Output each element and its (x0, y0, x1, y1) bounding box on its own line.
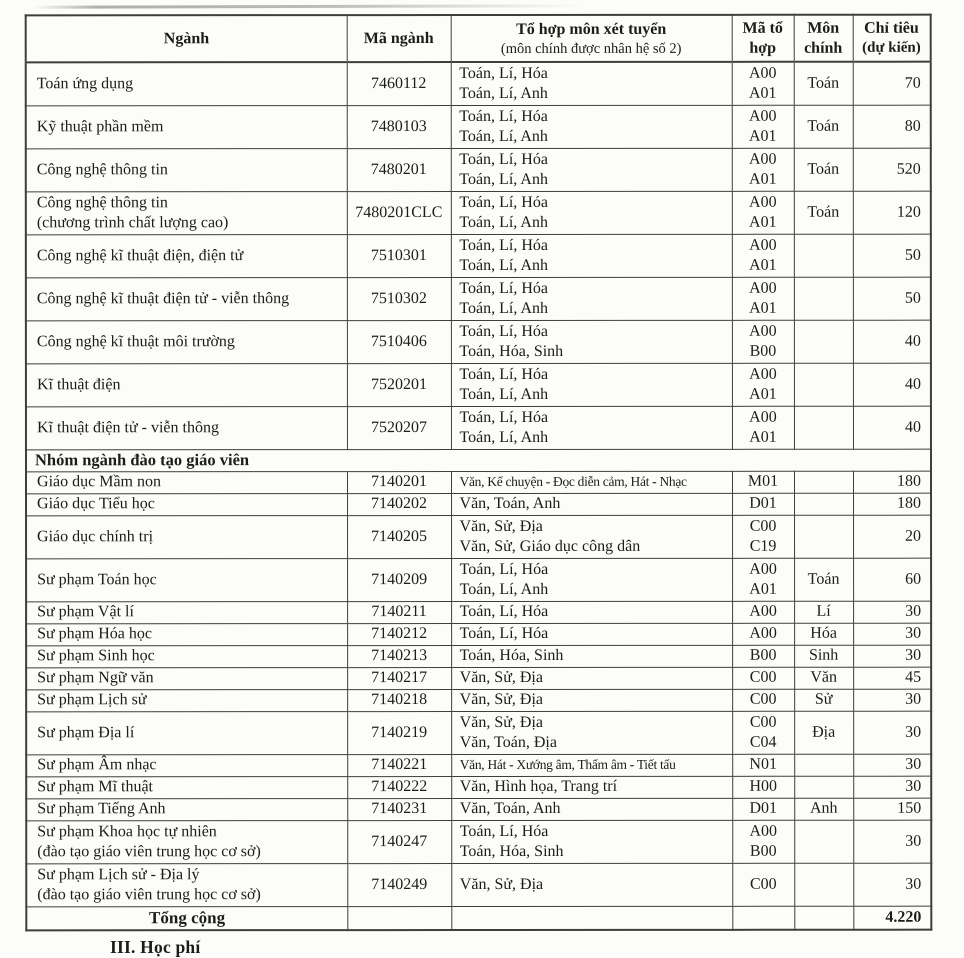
cell-major-code: 7140222 (347, 776, 451, 798)
major-name-line: Sư phạm Ngữ văn (37, 669, 154, 687)
cell-major-name (26, 234, 347, 277)
cell-main-subject: Hóa (794, 623, 853, 645)
cell-to-hop-empty (451, 906, 732, 930)
cell-combination-code (732, 320, 794, 363)
major-name-line: Công nghệ kĩ thuật điện tử - viễn thông (36, 289, 290, 307)
cell-major-code: 7140247 (347, 820, 451, 863)
cell-major-name (26, 558, 347, 601)
cell-quota: 30 (853, 623, 931, 645)
combination-code-line: C00 (749, 517, 777, 535)
cell-subject-combination (451, 62, 732, 105)
total-row (26, 906, 931, 931)
subject-combination-line: Toán, Lí, Hóa (459, 365, 549, 383)
combination-code-line: C04 (749, 733, 777, 751)
major-name-line: Sư phạm Âm nhạc (37, 756, 157, 774)
cell-major-name (26, 754, 347, 776)
cell-major-code: 7480201CLC (347, 191, 451, 234)
cell-quota: 30 (853, 689, 931, 711)
cell-combination-code (732, 645, 794, 667)
subject-combination-line: Toán, Lí, Hóa (459, 822, 549, 840)
cell-main-subject (794, 320, 853, 363)
section-header-label: Nhóm ngành đào tạo giáo viên (26, 449, 931, 472)
major-name-line: Sư phạm Khoa học tự nhiên (37, 822, 217, 840)
major-name-line: Công nghệ kĩ thuật môi trường (36, 332, 235, 350)
cell-main-subject: Anh (794, 798, 853, 820)
subject-combination-line: Toán, Lí, Anh (459, 170, 548, 188)
cell-major-name (26, 667, 347, 689)
table-row (26, 601, 931, 624)
table-row (26, 363, 931, 407)
table-row (26, 277, 931, 321)
cell-major-name (26, 320, 347, 363)
cell-major-code: 7140218 (347, 689, 451, 711)
cell-quota: 120 (853, 191, 931, 234)
cell-combination-code (732, 820, 794, 863)
major-name-line: Công nghệ thông tin (36, 160, 168, 178)
major-name-line: Giáo dục Mầm non (37, 473, 161, 491)
table-row (26, 711, 931, 755)
cell-quota: 70 (853, 62, 931, 105)
cell-subject-combination (451, 667, 732, 689)
cell-major-code: 7460112 (347, 62, 451, 105)
cell-major-name (26, 363, 347, 406)
combination-code-line: C00 (749, 668, 777, 686)
cell-mon-chinh-empty (794, 906, 853, 930)
cell-main-subject: Sử (794, 689, 853, 711)
cell-combination-code (732, 277, 794, 320)
combination-code-line: C19 (749, 537, 777, 555)
cell-major-name (26, 623, 347, 645)
combination-code-line: A01 (749, 428, 777, 446)
subject-combination-line: Toán, Lí, Hóa (459, 624, 549, 643)
combination-code-line: C00 (749, 713, 777, 731)
cell-quota: 40 (853, 406, 931, 449)
combination-code-line: A00 (749, 322, 777, 340)
major-name-line: Công nghệ kĩ thuật điện, điện tử (36, 246, 244, 264)
table-row (26, 776, 931, 799)
cell-major-code: 7140221 (347, 754, 451, 776)
cell-main-subject: Toán (794, 191, 853, 234)
table-row (26, 191, 931, 235)
scan-artifact-line (32, 4, 584, 8)
cell-major-code: 7140249 (347, 863, 451, 906)
cell-main-subject: Sinh (794, 645, 853, 667)
cell-quota: 30 (853, 820, 931, 863)
cell-main-subject (794, 234, 853, 277)
subject-combination-line: Văn, Sử, Địa (459, 668, 543, 687)
cell-major-name (26, 601, 347, 623)
major-name-line: (chương trình chất lượng cao) (36, 213, 229, 231)
table-row (26, 471, 931, 494)
cell-combination-code (732, 776, 794, 798)
cell-subject-combination (451, 406, 732, 449)
major-name-line: Sư phạm Sinh học (37, 647, 155, 665)
cell-main-subject (794, 363, 853, 406)
col-header-ma-to-hop: Mã tổ hợp (732, 15, 794, 62)
major-name-line: Toán ứng dụng (36, 74, 134, 93)
subject-combination-line: Toán, Hóa, Sinh (459, 342, 564, 360)
footer-section-heading: III. Học phí (110, 937, 201, 957)
combination-code-line: B00 (749, 842, 777, 860)
cell-subject-combination (451, 234, 732, 277)
col-header-mon-chinh: Môn chính (794, 15, 853, 62)
major-name-line: Sư phạm Vật lí (37, 603, 134, 621)
table-row (26, 406, 931, 450)
major-name-line: Sư phạm Lịch sử - Địa lý (37, 865, 200, 883)
col-header-nganh: Ngành (26, 15, 347, 62)
table-row (26, 62, 931, 106)
combination-code-line: A01 (748, 127, 777, 145)
combination-code-line: A00 (749, 193, 777, 211)
combination-code-line: A00 (748, 64, 777, 82)
cell-main-subject (794, 493, 853, 515)
table-row (26, 689, 931, 712)
cell-major-name (26, 105, 347, 148)
cell-major-name (26, 645, 347, 667)
cell-major-name (26, 798, 347, 820)
table-row (26, 820, 931, 864)
cell-major-name (26, 406, 347, 449)
cell-major-name (26, 471, 347, 493)
cell-main-subject (794, 863, 853, 906)
cell-quota: 30 (853, 776, 931, 798)
cell-subject-combination (451, 558, 732, 601)
cell-combination-code (732, 798, 794, 820)
cell-ma-nganh-empty (347, 906, 451, 930)
table-row (26, 515, 931, 559)
cell-main-subject: Toán (794, 558, 853, 601)
cell-quota: 50 (853, 234, 931, 277)
cell-subject-combination (451, 471, 732, 493)
major-name-line: Công nghệ thông tin (36, 193, 168, 211)
combination-code-line: A01 (749, 256, 777, 274)
subject-combination-line: Toán, Lí, Hóa (459, 64, 548, 82)
subject-combination-line: Văn, Kể chuyện - Đọc diễn cảm, Hát - Nhạc (459, 473, 687, 490)
cell-combination-code (732, 601, 794, 623)
cell-combination-code (732, 667, 794, 689)
cell-combination-code (732, 711, 794, 754)
subject-combination-line: Toán, Lí, Anh (459, 580, 549, 598)
cell-major-code: 7140212 (347, 623, 451, 645)
cell-major-name (26, 863, 347, 906)
cell-main-subject: Địa (794, 711, 853, 754)
cell-major-code: 7140217 (347, 667, 451, 689)
subject-combination-line: Toán, Lí, Anh (459, 299, 549, 317)
combination-code-line: A00 (749, 822, 778, 840)
major-name-line: (đào tạo giáo viên trung học cơ sở) (37, 885, 261, 903)
cell-subject-combination (451, 645, 732, 667)
cell-major-code: 7140231 (347, 798, 451, 820)
cell-major-code: 7140219 (347, 711, 451, 754)
cell-major-code: 7510301 (347, 234, 451, 277)
cell-main-subject (794, 515, 853, 558)
cell-subject-combination (451, 754, 732, 776)
subject-combination-line: Văn, Sử, Địa (459, 875, 544, 893)
cell-major-name (26, 62, 347, 105)
combination-code-line: B00 (749, 342, 777, 360)
combination-code-line: A00 (748, 107, 777, 125)
cell-major-name (26, 515, 347, 558)
cell-subject-combination (451, 689, 732, 711)
cell-combination-code (732, 363, 794, 406)
table-row (26, 798, 931, 821)
cell-main-subject (794, 776, 853, 798)
cell-major-code: 7520201 (347, 363, 451, 406)
cell-subject-combination (451, 191, 732, 234)
combination-code-line: A01 (749, 213, 777, 231)
cell-subject-combination (451, 277, 732, 320)
cell-major-code: 7140211 (347, 601, 451, 623)
cell-subject-combination (451, 148, 732, 191)
subject-combination-line: Toán, Lí, Hóa (459, 193, 548, 211)
combination-code-line: A01 (749, 299, 777, 317)
cell-quota: 180 (853, 493, 931, 515)
table-row (26, 320, 931, 364)
cell-quota: 80 (853, 105, 931, 148)
combination-code-line: A00 (749, 408, 777, 426)
table-row (26, 645, 931, 668)
combination-code-line: A01 (748, 84, 777, 102)
cell-combination-code (732, 689, 794, 711)
cell-main-subject (794, 471, 853, 493)
cell-quota: 150 (853, 798, 931, 820)
major-name-line: Sư phạm Tiếng Anh (37, 800, 166, 818)
cell-combination-code (732, 493, 794, 515)
cell-subject-combination (451, 798, 732, 820)
subject-combination-line: Văn, Hình họa, Trang trí (459, 777, 618, 796)
cell-quota: 50 (853, 277, 931, 320)
table-row (26, 754, 931, 777)
cell-quota: 520 (853, 148, 931, 191)
combination-code-line: M01 (747, 472, 779, 490)
cell-major-name (26, 148, 347, 191)
col-header-ma-nganh: Mã ngành (347, 15, 451, 62)
subject-combination-line: Văn, Hát - Xướng âm, Thẩm âm - Tiết tấu (459, 756, 676, 773)
section-row (26, 449, 931, 472)
combination-code-line: A00 (748, 150, 777, 168)
major-name-line: Sư phạm Toán học (37, 570, 157, 588)
table-body (26, 62, 932, 931)
cell-major-code: 7480103 (347, 105, 451, 148)
cell-quota: 40 (853, 363, 931, 406)
cell-main-subject: Lí (794, 601, 853, 623)
cell-subject-combination (451, 776, 732, 798)
cell-quota: 30 (853, 601, 931, 623)
cell-main-subject: Toán (794, 62, 853, 105)
total-label: Tổng cộng (26, 906, 347, 930)
subject-combination-line: Toán, Lí, Hóa (459, 560, 549, 578)
cell-combination-code (732, 623, 794, 645)
cell-main-subject (794, 820, 853, 863)
cell-quota: 180 (853, 471, 931, 493)
cell-main-subject: Toán (794, 105, 853, 148)
cell-combination-code (732, 471, 794, 493)
subject-combination-line: Toán, Lí, Anh (459, 256, 549, 274)
cell-combination-code (732, 191, 794, 234)
subject-combination-line: Văn, Toán, Anh (459, 494, 561, 513)
cell-quota: 40 (853, 320, 931, 363)
combination-code-line: B00 (749, 646, 777, 664)
cell-combination-code (732, 148, 794, 191)
cell-major-name (26, 191, 347, 234)
cell-major-code: 7480201 (347, 148, 451, 191)
combination-code-line: D01 (749, 799, 778, 817)
cell-major-code: 7140202 (347, 493, 451, 515)
cell-major-code: 7140213 (347, 645, 451, 667)
cell-subject-combination (451, 105, 732, 148)
cell-quota: 30 (853, 645, 931, 667)
cell-combination-code (732, 234, 794, 277)
combination-code-line: A00 (749, 560, 777, 578)
major-name-line: Sư phạm Lịch sử (37, 691, 147, 709)
major-name-line: Kĩ thuật điện tử - viễn thông (36, 418, 219, 436)
cell-subject-combination (451, 623, 732, 645)
col-header-to-hop (451, 15, 732, 62)
table-row (26, 148, 931, 192)
cell-subject-combination (451, 711, 732, 754)
table-row (26, 105, 931, 149)
cell-subject-combination (451, 601, 732, 623)
subject-combination-line: Văn, Sử, Địa (459, 690, 543, 709)
subject-combination-line: Toán, Lí, Hóa (459, 322, 549, 340)
cell-major-name (26, 776, 347, 798)
combination-code-line: A00 (749, 365, 777, 383)
combination-code-line: A01 (749, 385, 777, 403)
col-header-chi-tieu-title: Chỉ tiêu (864, 19, 919, 37)
cell-main-subject: Văn (794, 667, 853, 689)
combination-code-line: A00 (749, 602, 777, 620)
subject-combination-line: Toán, Lí, Anh (459, 385, 549, 403)
subject-combination-line: Toán, Lí, Anh (459, 428, 549, 446)
cell-subject-combination (451, 363, 732, 406)
cell-subject-combination (451, 820, 732, 863)
cell-major-code: 7140201 (347, 471, 451, 493)
cell-combination-code (732, 62, 794, 105)
major-name-line: Sư phạm Địa lí (37, 723, 135, 741)
cell-subject-combination (451, 493, 732, 515)
subject-combination-line: Văn, Sử, Địa (459, 517, 543, 535)
cell-major-code: 7510406 (347, 320, 451, 363)
subject-combination-line: Toán, Lí, Anh (459, 127, 548, 145)
cell-major-name (26, 277, 347, 320)
cell-subject-combination (451, 515, 732, 558)
subject-combination-line: Toán, Lí, Hóa (459, 279, 549, 297)
combination-code-line: A00 (749, 624, 777, 642)
total-quota-value: 4.220 (853, 906, 931, 930)
combination-code-line: N01 (749, 755, 777, 773)
col-header-to-hop-title: Tổ hợp môn xét tuyển (516, 20, 667, 38)
cell-subject-combination (451, 320, 732, 363)
cell-major-name (26, 711, 347, 754)
cell-main-subject (794, 406, 853, 449)
cell-combination-code (732, 515, 794, 558)
cell-major-code: 7140205 (347, 515, 451, 558)
combination-code-line: A00 (749, 236, 777, 254)
combination-code-line: D01 (749, 494, 777, 512)
subject-combination-line: Toán, Lí, Hóa (459, 602, 549, 621)
cell-quota: 30 (853, 711, 931, 754)
major-name-line: Kĩ thuật điện (36, 375, 121, 393)
col-header-to-hop-note: (môn chính được nhân hệ số 2) (500, 40, 682, 57)
cell-combination-code (732, 754, 794, 776)
header-row (26, 15, 931, 63)
major-name-line: (đào tạo giáo viên trung học cơ sở) (37, 842, 261, 860)
cell-major-name (26, 689, 347, 711)
cell-combination-code (732, 863, 794, 906)
major-name-line: Kỹ thuật phần mềm (36, 117, 164, 135)
subject-combination-line: Văn, Sử, Địa (459, 713, 544, 731)
col-header-chi-tieu (853, 15, 931, 62)
major-name-line: Sư phạm Hóa học (37, 625, 152, 643)
cell-major-code: 7140209 (347, 558, 451, 601)
table-row (26, 558, 931, 602)
major-name-line: Sư phạm Mĩ thuật (37, 778, 154, 796)
table-row (26, 623, 931, 646)
cell-main-subject (794, 754, 853, 776)
cell-main-subject: Toán (794, 148, 853, 191)
cell-main-subject (794, 277, 853, 320)
cell-quota: 30 (853, 754, 931, 776)
col-header-chi-tieu-note: (dự kiến) (862, 39, 921, 56)
combination-code-line: A01 (749, 580, 777, 598)
subject-combination-line: Toán, Lí, Hóa (459, 236, 548, 254)
cell-combination-code (732, 558, 794, 601)
subject-combination-line: Văn, Toán, Anh (459, 799, 561, 818)
cell-quota: 45 (853, 667, 931, 689)
subject-combination-line: Toán, Hóa, Sinh (459, 842, 564, 860)
cell-quota: 60 (853, 558, 931, 601)
subject-combination-line: Văn, Sử, Giáo dục công dân (459, 537, 641, 555)
subject-combination-line: Toán, Lí, Hóa (459, 408, 549, 426)
subject-combination-line: Toán, Hóa, Sinh (459, 646, 564, 665)
subject-combination-line: Toán, Lí, Hóa (459, 107, 548, 125)
cell-subject-combination (451, 863, 732, 906)
table-row (26, 234, 931, 278)
combination-code-line: A00 (749, 279, 777, 297)
combination-code-line: A01 (749, 170, 777, 188)
combination-code-line: H00 (749, 777, 778, 795)
table-row (26, 667, 931, 690)
table-row (26, 493, 931, 516)
combination-code-line: C00 (749, 690, 777, 708)
cell-major-name (26, 493, 347, 515)
major-name-line: Giáo dục Tiểu học (37, 495, 155, 513)
cell-quota: 30 (853, 863, 931, 906)
subject-combination-line: Toán, Lí, Anh (459, 84, 548, 102)
cell-combination-code (732, 406, 794, 449)
cell-major-name (26, 820, 347, 863)
cell-major-code: 7520207 (347, 406, 451, 449)
cell-ma-to-hop-empty (732, 906, 794, 930)
major-name-line: Giáo dục chính trị (37, 527, 154, 545)
admissions-quota-table (25, 14, 933, 932)
table-row (26, 863, 931, 907)
subject-combination-line: Toán, Lí, Hóa (459, 150, 548, 168)
subject-combination-line: Toán, Lí, Anh (459, 213, 548, 231)
cell-major-code: 7510302 (347, 277, 451, 320)
combination-code-line: C00 (749, 875, 777, 893)
cell-quota: 20 (853, 515, 931, 558)
subject-combination-line: Văn, Toán, Địa (459, 733, 557, 751)
cell-combination-code (732, 105, 794, 148)
